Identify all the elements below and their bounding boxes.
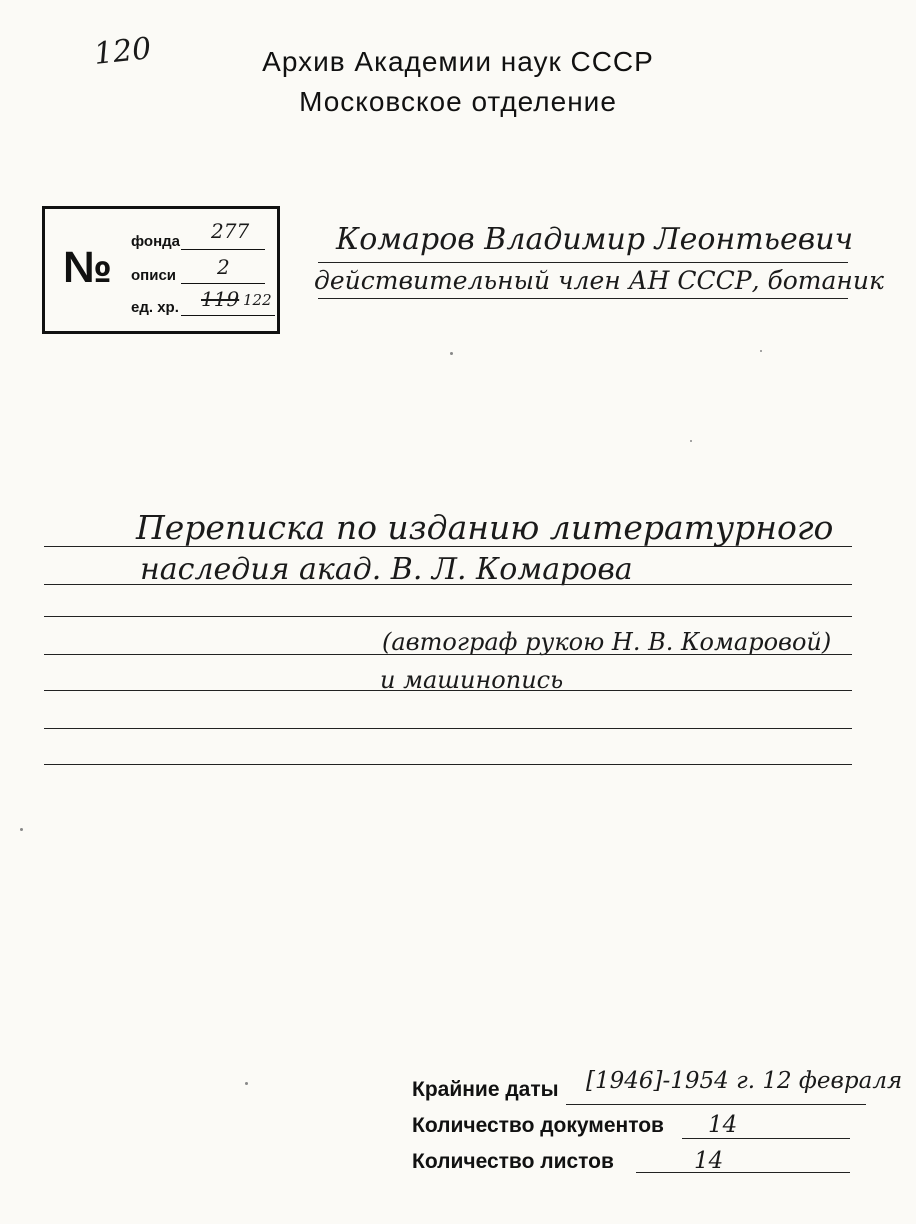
documents-count-label: Количество документов (412, 1114, 664, 1137)
person-name: Комаров Владимир Леонтьевич (336, 222, 854, 257)
person-name-underline (318, 262, 848, 263)
description-line-4: и машинопись (380, 666, 564, 694)
fond-label: фонда (131, 233, 181, 250)
dates-label: Крайние даты (412, 1078, 559, 1101)
ruled-line-6 (44, 728, 852, 729)
ruled-line-7 (44, 764, 852, 765)
fond-underline (181, 249, 265, 250)
item-value-struck: 119 (201, 287, 240, 311)
paper-speck (245, 1082, 248, 1085)
ruled-line-2 (44, 584, 852, 585)
person-title-underline (318, 298, 848, 299)
opis-label: описи (131, 267, 177, 284)
dates-value: [1946]-1954 г. 12 февраля (586, 1068, 903, 1094)
item-label: ед. хр. (131, 299, 179, 316)
ruled-line-3 (44, 616, 852, 617)
documents-count-value: 14 (708, 1112, 738, 1138)
sheets-count-value: 14 (694, 1148, 724, 1174)
description-line-1: Переписка по изданию литературного (136, 508, 834, 547)
archive-title: Архив Академии наук СССР (262, 46, 654, 77)
person-title: действительный член АН СССР, ботаник (314, 266, 884, 295)
fond-value: 277 (211, 219, 250, 243)
page-number: 120 (92, 31, 153, 72)
archive-department: Московское отделение (299, 86, 617, 117)
ruled-line-4 (44, 654, 852, 655)
paper-speck (760, 350, 762, 352)
description-line-3: (автограф рукою Н. В. Комаровой) (382, 628, 832, 656)
archive-stamp (42, 206, 280, 334)
ruled-line-5 (44, 690, 852, 691)
ruled-line-1 (44, 546, 852, 547)
number-sign-icon: № (63, 243, 111, 292)
sheets-count-label: Количество листов (412, 1150, 614, 1173)
opis-value: 2 (217, 255, 230, 279)
paper-speck (690, 440, 692, 442)
sheets-count-underline (636, 1172, 850, 1173)
documents-count-underline (682, 1138, 850, 1139)
description-line-2: наследия акад. В. Л. Комарова (140, 552, 633, 587)
opis-underline (181, 283, 265, 284)
paper-speck (20, 828, 23, 831)
item-underline (181, 315, 275, 316)
dates-underline (566, 1104, 866, 1105)
paper-speck (450, 352, 453, 355)
item-value: 122 (243, 291, 272, 309)
